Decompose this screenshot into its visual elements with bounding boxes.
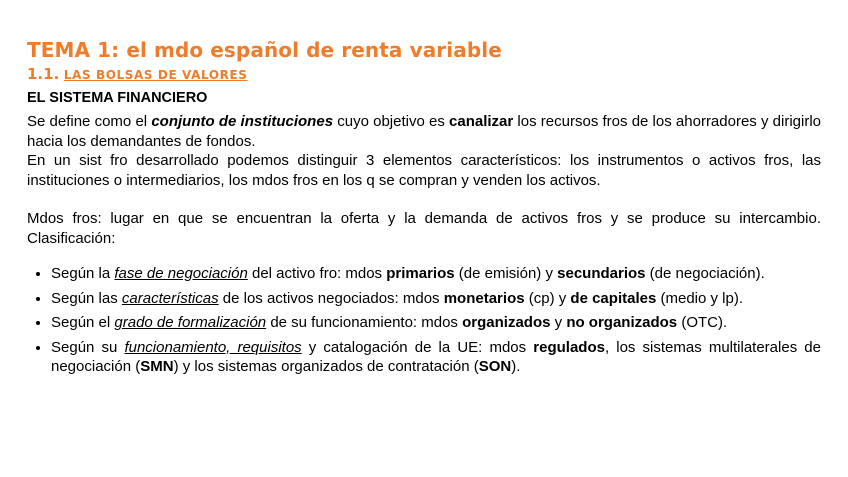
spacer (27, 248, 821, 264)
bold-text: no organizados (566, 314, 678, 331)
page-title: TEMA 1: el mdo español de renta variable (27, 38, 502, 62)
text-run: y catalogación de la UE: mdos (301, 338, 534, 356)
text-run: , los sistemas multilaterales de negociación ( (51, 338, 821, 375)
bold-text: regulados (533, 338, 605, 356)
text-run: ) y los sistemas organizados de contratación ( (173, 358, 479, 375)
text-run: Según su (51, 338, 125, 356)
paragraph-markets: Mdos fros: lugar en que se encuentran la oferta y la demanda de activos fros y se produce su intercambio. Clasificación: (27, 210, 821, 247)
bold-text: SMN (140, 358, 174, 375)
list-item (51, 338, 821, 377)
text-run: (medio y lp). (656, 289, 744, 307)
bold-text: organizados (462, 314, 551, 331)
emphasis-text: conjunto de instituciones (151, 113, 334, 130)
text-run: Se define como el (27, 113, 152, 130)
paragraph-elements: En un sist fro desarrollado podemos distinguir 3 elementos característicos: los instrumentos o activos fros, las instituciones o intermediarios, los mdos fros en los q se compran y venden los activos. (27, 152, 821, 189)
bold-text: SON (478, 358, 512, 375)
paragraph-definition (27, 112, 821, 151)
text-run: cuyo objetivo es (333, 113, 450, 130)
section-heading: EL SISTEMA FINANCIERO (27, 90, 208, 106)
underlined-term: fase de negociación (114, 265, 248, 282)
text-run: (de negociación). (645, 265, 765, 282)
text-run: (de emisión) y (454, 265, 558, 282)
spacer (27, 190, 821, 209)
classification-list (27, 264, 821, 377)
text-run: de los activos negociados: mdos (218, 289, 444, 307)
text-run: los recursos fros de los ahorradores y dirigirlo hacia los demandantes de fondos. (27, 113, 822, 150)
text-run: Según el (51, 314, 115, 331)
underlined-term: funcionamiento, requisitos (124, 338, 302, 356)
list-item (51, 313, 821, 333)
section-subtitle (27, 64, 821, 86)
subtitle-text: LAS BOLSAS DE VALORES (63, 68, 248, 82)
list-item (51, 264, 821, 284)
bold-text: de capitales (570, 289, 657, 307)
text-run: ). (511, 358, 521, 375)
text-run: Según las (51, 289, 122, 307)
bold-text: primarios (386, 265, 455, 282)
list-item (51, 289, 821, 309)
document-page (27, 38, 821, 382)
text-run: de su funcionamiento: mdos (266, 314, 463, 331)
text-run: (cp) y (524, 289, 571, 307)
bold-text: canalizar (449, 113, 514, 130)
subtitle-number: 1.1. (27, 65, 60, 83)
bold-text: monetarios (443, 289, 525, 307)
underlined-term: grado de formalización (114, 314, 267, 331)
text-run: Según la (51, 265, 115, 282)
bold-text: secundarios (557, 265, 646, 282)
underlined-term: características (121, 289, 219, 307)
text-run: del activo fro: mdos (247, 265, 387, 282)
text-run: (OTC). (677, 314, 728, 331)
text-run: y (550, 314, 567, 331)
